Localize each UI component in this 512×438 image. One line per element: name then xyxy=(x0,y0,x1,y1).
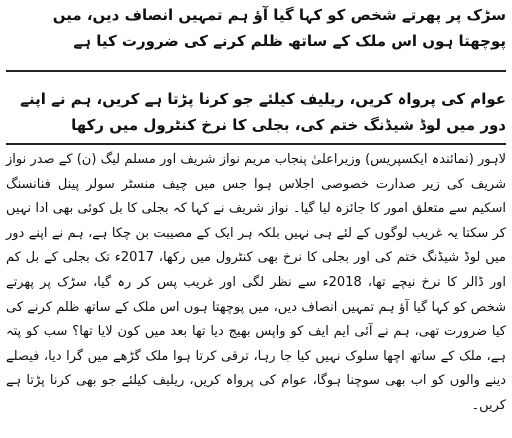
divider-top xyxy=(6,70,506,72)
divider-bottom xyxy=(6,143,506,145)
headline-secondary: عوام کی پرواہ کریں، ریلیف کیلئے جو کرنا پڑتا ہے کریں، ہم نے اپنے دور میں لوڈ شیڈنگ ختم کی، بجلی کا نرخ کنٹرول میں رکھا xyxy=(20,90,506,134)
headline-primary: سڑک پر پھرتے شخص کو کہا گیا آؤ ہم تمہیں انصاف دیں، میں پوچھتا ہوں اس ملک کے ساتھ ظلم کرنے کی ضرورت کیا ہے xyxy=(52,6,506,50)
article-body: لاہور (نمائندہ ایکسپریس) وزیراعلیٰ پنجاب مریم نواز شریف اور مسلم لیگ (ن) کے صدر نواز شریف کی زیر صدارت خصوصی اجلاس ہوا جس میں چیف منسٹر سولر پینل فنانسنگ اسکیم سے متعلق امور کا جائزہ لیا گیا۔ نواز شریف نے کہا کہ بجلی کا بل کوئی بھی ادا نہیں کر سکتا یہ غریب لوگوں کے لئے ہی نہیں بلکہ ہر ایک کے مصیبت بن چکا ہے، ہم نے اپنے دور میں لوڈ شیڈنگ ختم کی اور بجلی کا نرخ بھی کنٹرول میں رکھا، 2017ء تک بجلی کے بل کم اور ڈالر کا نرخ نیچے تھا، 2018ء سے نظر لگی اور غریب پس کر رہ گیا، سڑک پر پھرتے شخص کو کہا گیا آؤ ہم تمہیں انصاف دیں، میں پوچھتا ہوں اس ملک کے ساتھ ظلم کرنے کی کیا ضرورت تھی، ہم نے آئی ایم ایف کو واپس بھیج دیا تھا بعد میں کون لایا تھا؟ سب کو پتہ ہے، ملک کے ساتھ اچھا سلوک نہیں کیا جا رہا، ترقی کرتا ہوا ملک گڑھے میں گرا دیا، فیصلے دینے والوں کو اب بھی سوچنا ہوگا، عوام کی پرواہ کریں، ریلیف کیلئے جو بھی کرنا پڑتا ہے کریں۔ xyxy=(6,152,506,413)
